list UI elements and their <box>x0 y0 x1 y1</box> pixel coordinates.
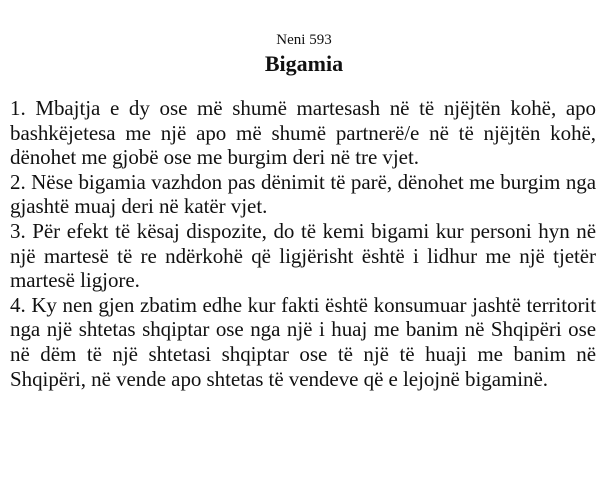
article-body <box>10 96 596 391</box>
paragraph-4: 4. Ky nen gjen zbatim edhe kur fakti është konsumuar jashtë territorit nga një shtetas shqiptar ose nga një i huaj me banim në Shqipëri ose në dëm të një shtetasi shqiptar ose të një të huaji me banim në Shqipëri, në vende apo shtetas të vendeve që e lejojnë bigaminë. <box>10 292 596 391</box>
article-number: Neni 593 <box>276 32 332 48</box>
paragraph-2: 2. Nëse bigamia vazhdon pas dënimit të parë, dënohet me burgim nga gjashtë muaj deri në katër vjet. <box>10 169 596 219</box>
article-title: Bigamia <box>264 51 344 76</box>
paragraph-1: 1. Mbajtja e dy ose më shumë martesash në të njëjtën kohë, apo bashkëjetesa me një apo më shumë partnerë/e në të njëjtën kohë, dënohet me gjobë ose me burgim deri në tre vjet. <box>10 96 596 170</box>
paragraph-3: 3. Për efekt të kësaj dispozite, do të kemi bigami kur personi hyn në një martesë të re ndërkohë që ligjërisht është i lidhur me një tjetër martesë ligjore. <box>10 218 596 293</box>
